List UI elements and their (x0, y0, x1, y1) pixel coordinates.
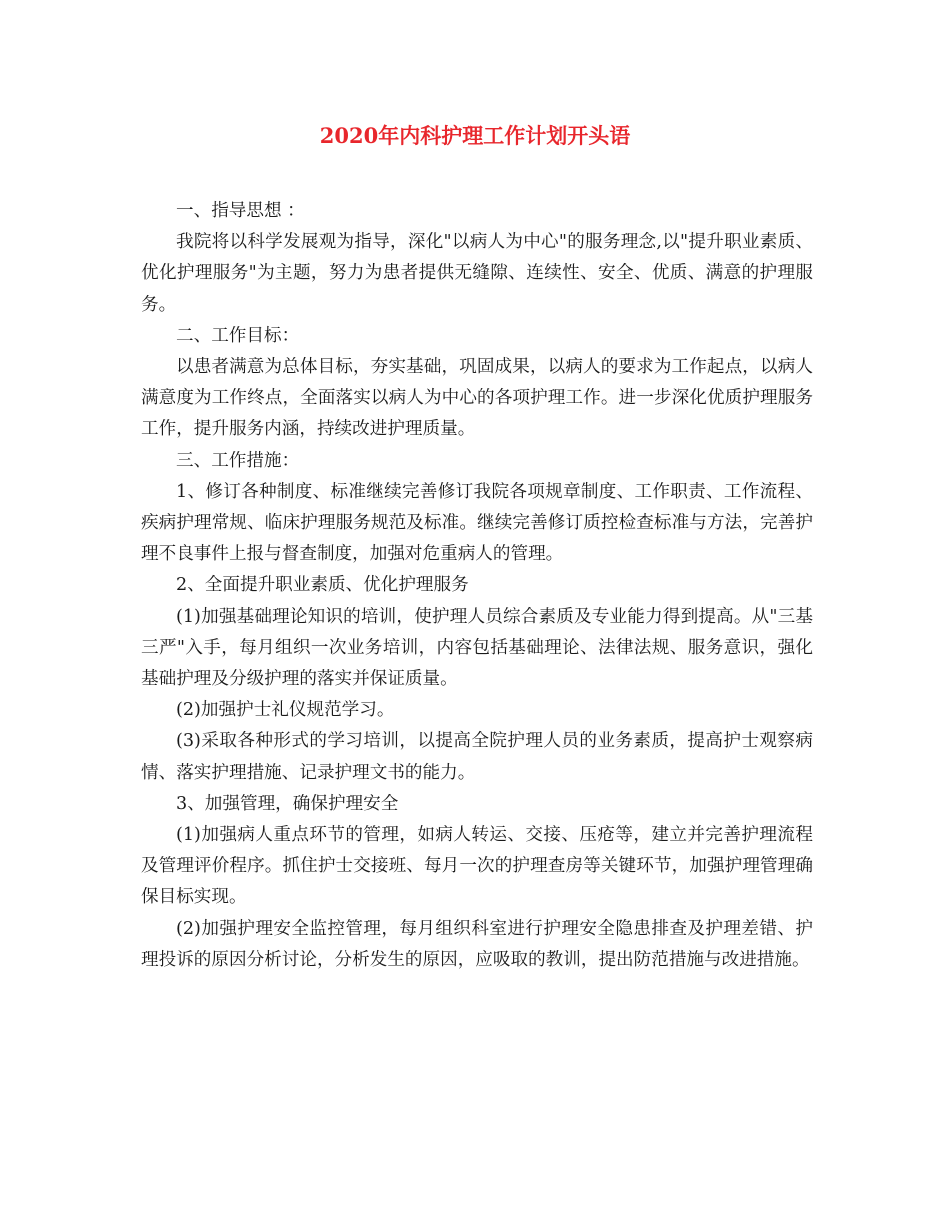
section-heading-work-goals: 二、工作目标： (176, 325, 300, 346)
paragraph-guiding-ideology: 我院将以科学发展观为指导，深化"以病人为中心"的服务理念,以"提升职业素质、优化护理服务"为主题，努力为患者提供无缝隙、连续性、安全、优质、满意的护理服务。 (141, 232, 813, 315)
section-heading-guiding-ideology: 一、指导思想 ： (176, 201, 305, 221)
paragraph-work-goals: 以患者满意为总体目标，夯实基础，巩固成果，以病人的要求为工作起点，以病人满意度为工作终点，全面落实以病人为中心的各项护理工作。进一步深化优质护理服务工作，提升服务内涵，持续改进护理质量。 (141, 357, 813, 440)
section-heading-work-measures: 三、工作措施： (176, 450, 300, 471)
paragraph-measure-1: 1、修订各种制度、标准继续完善修订我院各项规章制度、工作职责、工作流程、疾病护理常规、临床护理服务规范及标准。继续完善修订质控检查标准与方法，完善护理不良事件上报与督查制度，加强对危重病人的管理。 (141, 481, 813, 565)
paragraph-measure-3-heading: 3、加强管理，确保护理安全 (176, 793, 399, 814)
paragraph-measure-2-item-1: (1)加强基础理论知识的培训，使护理人员综合素质及专业能力得到提高。从"三基三严"入手，每月组织一次业务培训，内容包括基础理论、法律法规、服务意识，强化基础护理及分级护理的落实并保证质量。 (141, 606, 813, 690)
paragraph-measure-2-item-2: (2)加强护士礼仪规范学习。 (176, 700, 395, 721)
paragraph-measure-3-item-2: (2)加强护理安全监控管理，每月组织科室进行护理安全隐患排查及护理差错、护理投诉的原因分析讨论，分析发生的原因，应吸取的教训，提出防范措施与改进措施。 (141, 918, 813, 970)
page-title: 2020年内科护理工作计划开头语 (319, 123, 631, 148)
document-body (141, 196, 813, 976)
paragraph-measure-2-item-3: (3)采取各种形式的学习培训，以提高全院护理人员的业务素质，提高护士观察病情、落实护理措施、记录护理文书的能力。 (141, 731, 813, 783)
paragraph-measure-2-heading: 2、全面提升职业素质、优化护理服务 (176, 575, 469, 596)
paragraph-measure-3-item-1: (1)加强病人重点环节的管理，如病人转运、交接、压疮等，建立并完善护理流程及管理评价程序。抓住护士交接班、每月一次的护理查房等关键环节，加强护理管理确保目标实现。 (141, 825, 813, 908)
